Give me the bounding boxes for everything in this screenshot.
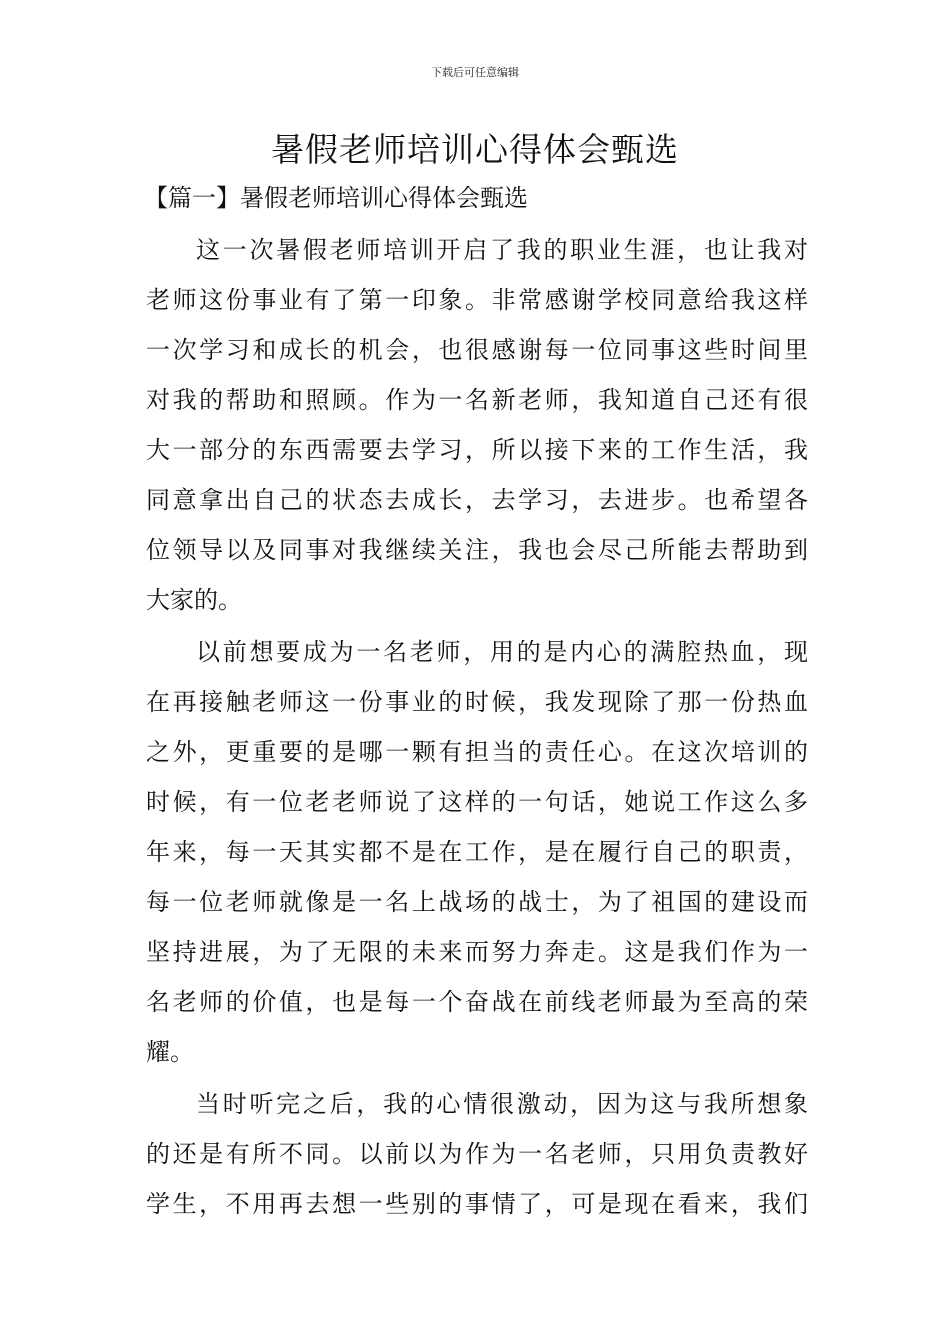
paragraph-line: 位领导以及同事对我继续关注，我也会尽己所能去帮助到 xyxy=(146,536,808,564)
paragraph-1 xyxy=(146,225,808,625)
paragraph-line: 一次学习和成长的机会，也很感谢每一位同事这些时间里 xyxy=(146,336,808,364)
header-note: 下载后可任意编辑 xyxy=(431,66,519,79)
paragraph-2 xyxy=(146,627,808,1077)
paragraph-line: 以前想要成为一名老师，用的是内心的满腔热血，现 xyxy=(196,638,808,666)
paragraph-line: 每一位老师就像是一名上战场的战士，为了祖国的建设而 xyxy=(146,888,808,916)
paragraph-line: 之外，更重要的是哪一颗有担当的责任心。在这次培训的 xyxy=(146,738,808,766)
paragraph-line: 老师这份事业有了第一印象。非常感谢学校同意给我这样 xyxy=(146,286,808,314)
paragraph-3 xyxy=(146,1079,808,1229)
paragraph-line: 名老师的价值，也是每一个奋战在前线老师最为至高的荣 xyxy=(146,988,808,1016)
paragraph-line: 耀。 xyxy=(146,1038,194,1066)
section-heading: 【篇一】暑假老师培训心得体会甄选 xyxy=(144,184,528,212)
paragraph-line: 对我的帮助和照顾。作为一名新老师，我知道自己还有很 xyxy=(146,386,808,414)
paragraph-line: 坚持进展，为了无限的未来而努力奔走。这是我们作为一 xyxy=(146,938,808,966)
paragraph-line: 这一次暑假老师培训开启了我的职业生涯，也让我对 xyxy=(196,236,808,264)
paragraph-line: 大家的。 xyxy=(146,586,242,614)
paragraph-line: 的还是有所不同。以前以为作为一名老师，只用负责教好 xyxy=(146,1140,808,1168)
document-title: 暑假老师培训心得体会甄选 xyxy=(271,130,679,169)
paragraph-line: 大一部分的东西需要去学习，所以接下来的工作生活，我 xyxy=(146,436,808,464)
paragraph-line: 学生，不用再去想一些别的事情了，可是现在看来，我们 xyxy=(146,1190,808,1218)
paragraph-line: 在再接触老师这一份事业的时候，我发现除了那一份热血 xyxy=(146,688,808,716)
paragraph-line: 同意拿出自己的状态去成长，去学习，去进步。也希望各 xyxy=(146,486,808,514)
paragraph-line: 时候，有一位老老师说了这样的一句话，她说工作这么多 xyxy=(146,788,808,816)
document-body xyxy=(146,225,808,1231)
paragraph-line: 年来，每一天其实都不是在工作，是在履行自己的职责， xyxy=(146,838,808,866)
paragraph-line: 当时听完之后，我的心情很激动，因为这与我所想象 xyxy=(196,1090,808,1118)
